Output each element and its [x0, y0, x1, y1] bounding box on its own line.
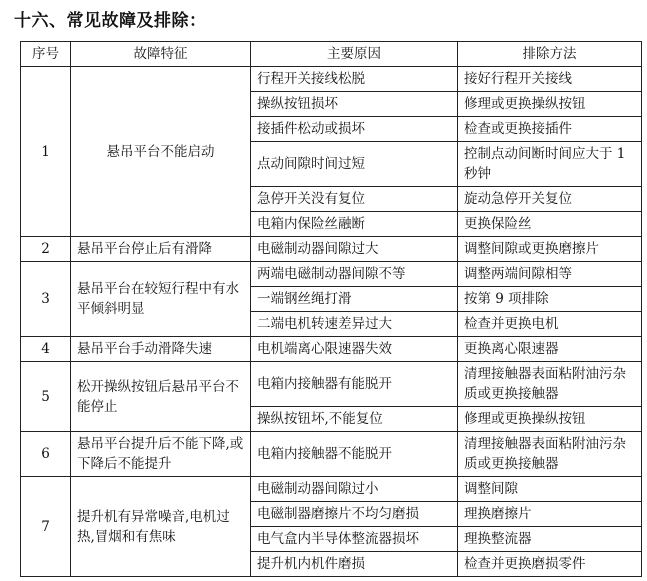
troubleshooting-table	[20, 41, 642, 577]
cause-cell: 电磁制动器间隙过大	[251, 237, 458, 262]
column-header-symptom: 故障特征	[71, 42, 251, 67]
cause-cell: 提升机内机件磨损	[251, 552, 458, 577]
remedy-cell: 旋动急停开关复位	[458, 187, 642, 212]
remedy-cell: 更换离心限速器	[458, 337, 642, 362]
cause-cell: 急停开关没有复位	[251, 187, 458, 212]
remedy-cell: 修理或更换操纵按钮	[458, 92, 642, 117]
row-number: 4	[21, 337, 71, 362]
symptom-cell: 悬吊平台停止后有滑降	[71, 237, 251, 262]
remedy-cell: 更换保险丝	[458, 212, 642, 237]
table-row	[21, 477, 642, 502]
cause-cell: 电箱内保险丝融断	[251, 212, 458, 237]
cause-cell: 电箱内接触器不能脱开	[251, 432, 458, 477]
remedy-cell: 调整间隙或更换磨擦片	[458, 237, 642, 262]
symptom-cell: 悬吊平台手动滑降失速	[71, 337, 251, 362]
cause-cell: 接插件松动或损坏	[251, 117, 458, 142]
cause-cell: 电箱内接触器有能脱开	[251, 362, 458, 407]
table-row	[21, 67, 642, 92]
remedy-cell: 理换整流器	[458, 527, 642, 552]
row-number: 2	[21, 237, 71, 262]
cause-cell: 两端电磁制动器间隙不等	[251, 262, 458, 287]
remedy-cell: 检查并更换电机	[458, 312, 642, 337]
cause-cell: 点动间隙时间过短	[251, 142, 458, 187]
table-row	[21, 432, 642, 477]
cause-cell: 电气盒内半导体整流器损坏	[251, 527, 458, 552]
remedy-cell: 检查并更换磨损零件	[458, 552, 642, 577]
row-number: 7	[21, 477, 71, 577]
table-header-row	[21, 42, 642, 67]
column-header-cause: 主要原因	[251, 42, 458, 67]
remedy-cell: 接好行程开关接线	[458, 67, 642, 92]
row-number: 1	[21, 67, 71, 237]
cause-cell: 电磁制器磨擦片不均匀磨损	[251, 502, 458, 527]
table-row	[21, 262, 642, 287]
cause-cell: 电机端离心限速器失效	[251, 337, 458, 362]
row-number: 6	[21, 432, 71, 477]
remedy-cell: 控制点动间断时间应大于 1 秒钟	[458, 142, 642, 187]
table-row	[21, 237, 642, 262]
row-number: 3	[21, 262, 71, 337]
remedy-cell: 调整两端间隙相等	[458, 262, 642, 287]
table-row	[21, 337, 642, 362]
symptom-cell: 提升机有异常噪音,电机过热,冒烟和有焦味	[71, 477, 251, 577]
cause-cell: 一端钢丝绳打滑	[251, 287, 458, 312]
remedy-cell: 按第 9 项排除	[458, 287, 642, 312]
remedy-cell: 理换磨擦片	[458, 502, 642, 527]
cause-cell: 二端电机转速差异过大	[251, 312, 458, 337]
remedy-cell: 修理或更换操纵按钮	[458, 407, 642, 432]
cause-cell: 电磁制动器间隙过小	[251, 477, 458, 502]
remedy-cell: 调整间隙	[458, 477, 642, 502]
remedy-cell: 检查或更换接插件	[458, 117, 642, 142]
column-header-remedy: 排除方法	[458, 42, 642, 67]
cause-cell: 操纵按钮坏,不能复位	[251, 407, 458, 432]
table-row	[21, 362, 642, 407]
symptom-cell: 悬吊平台在较短行程中有水平倾斜明显	[71, 262, 251, 337]
column-header-number: 序号	[21, 42, 71, 67]
symptom-cell: 悬吊平台不能启动	[71, 67, 251, 237]
remedy-cell: 清理接触器表面粘附油污杂质或更换接触器	[458, 362, 642, 407]
cause-cell: 操纵按钮损坏	[251, 92, 458, 117]
cause-cell: 行程开关接线松脱	[251, 67, 458, 92]
symptom-cell: 悬吊平台提升后不能下降,或下降后不能提升	[71, 432, 251, 477]
page-heading: 十六、常见故障及排除：	[14, 11, 207, 31]
symptom-cell: 松开操纵按钮后悬吊平台不能停止	[71, 362, 251, 432]
remedy-cell: 清理接触器表面粘附油污杂质或更换接触器	[458, 432, 642, 477]
row-number: 5	[21, 362, 71, 432]
